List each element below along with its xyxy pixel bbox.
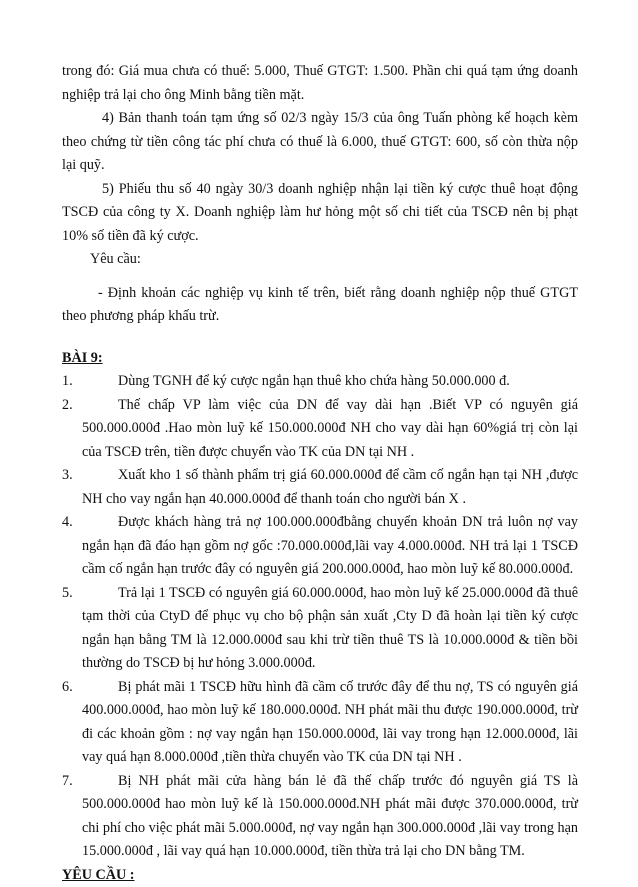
list-item xyxy=(62,511,578,582)
list-item-text: Dùng TGNH để ký cược ngắn hạn thuê kho chứa hàng 50.000.000 đ. xyxy=(62,370,578,394)
bai9-list xyxy=(62,370,578,864)
list-item-number: 2. xyxy=(62,394,73,418)
requirement-label: Yêu cầu: xyxy=(62,248,578,272)
list-item-number: 4. xyxy=(62,511,73,535)
paragraph-prev: trong đó: Giá mua chưa có thuế: 5.000, Thuế GTGT: 1.500. Phần chi quá tạm ứng doanh nghiệp trả lại cho ông Minh bằng tiền mặt. xyxy=(62,60,578,107)
list-item-text: Bị NH phát mãi cửa hàng bán lẻ đã thế chấp trước đó nguyên giá TS là 500.000.000đ hao mòn luỹ kế là 150.000.000đ.NH phát mãi được 370.000.000đ, trừ chi phí cho việc phát mãi 5.000.000đ, nợ vay ngắn hạn 300.000.000đ ,lãi vay trong hạn 15.000.000đ , lãi vay quá hạn 10.000.000đ, tiền thừa trả lại cho DN bằng TM. xyxy=(62,770,578,864)
list-item xyxy=(62,464,578,511)
list-item-text: Xuất kho 1 số thành phẩm trị giá 60.000.000đ để cầm cố ngắn hạn tại NH ,được NH cho vay ngắn hạn 40.000.000đ để thanh toán cho người bán X . xyxy=(62,464,578,511)
paragraph-item-4: 4) Bản thanh toán tạm ứng số 02/3 ngày 15/3 của ông Tuấn phòng kế hoạch kèm theo chứng từ tiền công tác phí chưa có thuế là 6.000, thuế GTGT: 600, số còn thừa nộp lại quỹ. xyxy=(62,107,578,178)
list-item-text: Bị phát mãi 1 TSCĐ hữu hình đã cầm cố trước đây để thu nợ, TS có nguyên giá 400.000.000đ, hao mòn luỹ kế 180.000.000đ. NH phát mãi thu được 190.000.000đ, trừ đi các khoản gồm : nợ vay ngắn hạn 150.000.000đ, lãi vay trong hạn 12.000.000đ, lãi vay quá hạn 8.000.000đ ,tiền thừa chuyển vào TK của DN tại NH . xyxy=(62,676,578,770)
list-item-number: 7. xyxy=(62,770,73,794)
list-item-number: 6. xyxy=(62,676,73,700)
section-heading-yeu-cau: YÊU CẦU : xyxy=(62,864,578,887)
requirement-text: - Định khoản các nghiệp vụ kinh tế trên, biết rằng doanh nghiệp nộp thuế GTGT theo phương pháp khấu trừ. xyxy=(62,282,578,329)
list-item-text: Thế chấp VP làm việc của DN để vay dài hạn .Biết VP có nguyên giá 500.000.000đ .Hao mòn luỹ kế 150.000.000đ NH cho vay dài hạn 60%giá trị còn lại của TSCĐ trên, tiền được chuyển vào TK của DN tại NH . xyxy=(62,394,578,465)
list-item xyxy=(62,370,578,394)
list-item-number: 3. xyxy=(62,464,73,488)
list-item xyxy=(62,582,578,676)
section-heading-bai9: BÀI 9: xyxy=(62,347,578,371)
paragraph-item-5: 5) Phiếu thu số 40 ngày 30/3 doanh nghiệp nhận lại tiền ký cược thuê hoạt động TSCĐ của công ty X. Doanh nghiệp làm hư hỏng một số chi tiết của TSCĐ nên bị phạt 10% số tiền đã ký cược. xyxy=(62,178,578,249)
list-item-number: 1. xyxy=(62,370,73,394)
list-item xyxy=(62,676,578,770)
list-item-number: 5. xyxy=(62,582,73,606)
list-item xyxy=(62,394,578,465)
list-item-text: Trả lại 1 TSCĐ có nguyên giá 60.000.000đ, hao mòn luỹ kế 25.000.000đ đã thuê tạm thời của CtyD để phục vụ cho bộ phận sản xuất ,Cty D đã hoàn lại tiền ký cược ngắn hạn bằng TM là 12.000.000đ sau khi trừ tiền thuê TS là 10.000.000đ & tiền bồi thường do TSCĐ bị hư hỏng 3.000.000đ. xyxy=(62,582,578,676)
list-item xyxy=(62,770,578,864)
list-item-text: Được khách hàng trả nợ 100.000.000đbằng chuyển khoản DN trả luôn nợ vay ngắn hạn đã đáo hạn gồm nợ gốc :70.000.000đ,lãi vay 4.000.000đ. NH trả lại 1 TSCĐ cầm cố ngắn hạn trước đây có nguyên giá 200.000.000đ, hao mòn luỹ kế 80.000.000đ. xyxy=(62,511,578,582)
